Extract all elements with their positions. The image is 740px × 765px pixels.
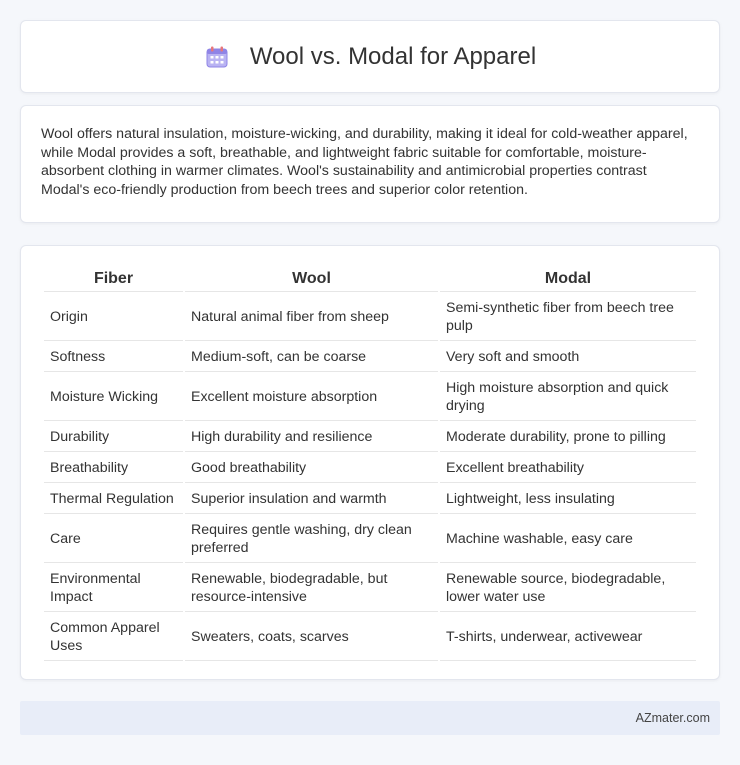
row-label: Durability [44, 423, 183, 452]
row-label: Softness [44, 343, 183, 372]
row-label: Common Apparel Uses [44, 614, 183, 661]
table-header-row [44, 268, 696, 292]
table-row [44, 485, 696, 514]
wool-cell: Superior insulation and warmth [185, 485, 438, 514]
column-header-fiber: Fiber [44, 268, 183, 292]
row-label: Thermal Regulation [44, 485, 183, 514]
wool-cell: Requires gentle washing, dry clean preferred [185, 516, 438, 563]
table-row [44, 294, 696, 341]
modal-cell: Machine washable, easy care [440, 516, 696, 563]
calendar-icon [204, 44, 230, 70]
modal-cell: High moisture absorption and quick drying [440, 374, 696, 421]
table-row [44, 454, 696, 483]
modal-cell: Very soft and smooth [440, 343, 696, 372]
row-label: Environmental Impact [44, 565, 183, 612]
wool-cell: Good breathability [185, 454, 438, 483]
footer-site-link[interactable]: AZmater.com [635, 711, 710, 725]
table-row [44, 614, 696, 661]
row-label: Breathability [44, 454, 183, 483]
row-label: Care [44, 516, 183, 563]
modal-cell: T-shirts, underwear, activewear [440, 614, 696, 661]
table-row [44, 343, 696, 372]
wool-cell: Medium-soft, can be coarse [185, 343, 438, 372]
column-header-modal: Modal [440, 268, 696, 292]
summary-card [20, 105, 720, 223]
table-row [44, 565, 696, 612]
summary-text: Wool offers natural insulation, moisture-wicking, and durability, making it ideal for cold-weather apparel, while Modal provides a soft, breathable, and lightweight fabric suitable for comfortable, moisture-absorbent clothing in warmer climates. Wool's sustainability and antimicrobial properties contrast Modal's eco-friendly production from beech trees and superior color retention. [41, 126, 688, 199]
column-header-wool: Wool [185, 268, 438, 292]
table-row [44, 516, 696, 563]
wool-cell: Sweaters, coats, scarves [185, 614, 438, 661]
modal-cell: Lightweight, less insulating [440, 485, 696, 514]
wool-cell: Natural animal fiber from sheep [185, 294, 438, 341]
comparison-table [42, 266, 698, 663]
row-label: Moisture Wicking [44, 374, 183, 421]
table-row [44, 374, 696, 421]
modal-cell: Renewable source, biodegradable, lower water use [440, 565, 696, 612]
row-label: Origin [44, 294, 183, 341]
wool-cell: Renewable, biodegradable, but resource-intensive [185, 565, 438, 612]
wool-cell: Excellent moisture absorption [185, 374, 438, 421]
wool-cell: High durability and resilience [185, 423, 438, 452]
page-title: Wool vs. Modal for Apparel [249, 42, 537, 70]
title-card [20, 20, 720, 93]
comparison-table-card [20, 245, 720, 680]
modal-cell: Semi-synthetic fiber from beech tree pulp [440, 294, 696, 341]
modal-cell: Moderate durability, prone to pilling [440, 423, 696, 452]
table-row [44, 423, 696, 452]
modal-cell: Excellent breathability [440, 454, 696, 483]
footer [20, 701, 720, 735]
